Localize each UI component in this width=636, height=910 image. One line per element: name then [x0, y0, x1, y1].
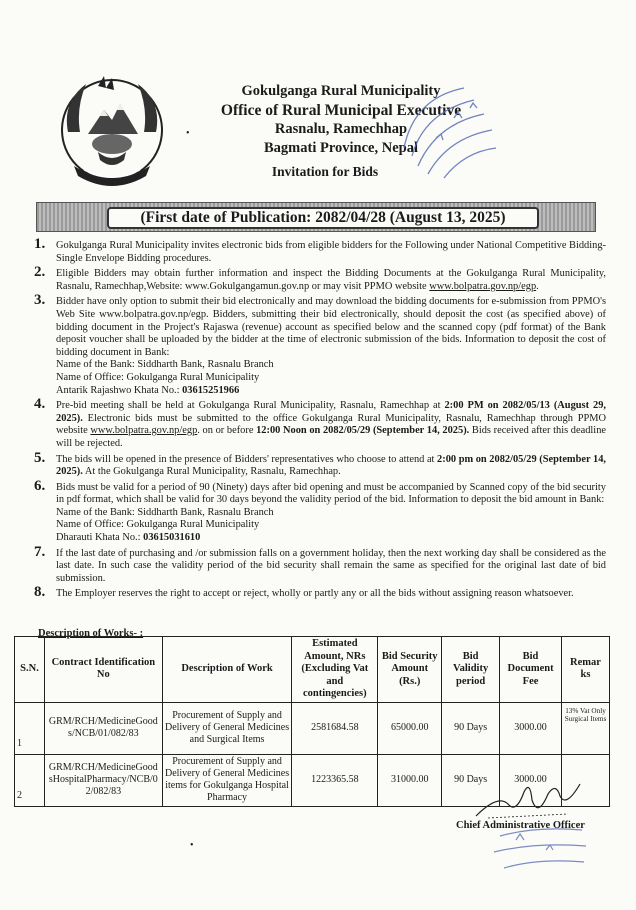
invitation-title: Invitation for Bids: [271, 164, 379, 179]
clause-text-part: At the Gokulganga Rural Municipality, Rasnalu, Ramechhap.: [82, 466, 341, 478]
clause-number: 5.: [34, 449, 46, 466]
col-security: Bid Security Amount (Rs.): [378, 637, 442, 703]
office-name-line: Name of Office: Gokulganga Rural Municipality: [56, 519, 260, 531]
clause-8: [34, 584, 606, 601]
cell-security: 65000.00: [378, 702, 442, 754]
cell-remarks: 13% Vat Only Surgical Items: [562, 702, 610, 754]
clause-2: [34, 264, 606, 293]
clause-number: 7.: [34, 543, 46, 560]
office-address: Rasnalu, Ramechhap: [274, 121, 408, 137]
clause-text: Bidder have only option to submit their bid electronically and may download the bidding documents for e-submission from PPMO's Web Site www.bolpatra.gov.np/egp. Bidders, submitting their bid electronically, should deposit the cost (as specified above) of bidding document in the Project's Rajaswa (revenue) account as specified below and the scanned copy (pdf format) of the Bank deposit voucher shall be uploaded by the bidder at the time of electronic submission of the bids. Information to deposit the cost of bidding document in Bank:: [56, 296, 606, 358]
khata-label: Dharauti Khata No.:: [56, 532, 144, 544]
cell-description: Procurement of Supply and Delivery of General Medicines and Surgical Items: [162, 702, 292, 754]
clause-5: [34, 449, 606, 479]
stray-mark: •: [190, 840, 194, 851]
col-description: Description of Work: [162, 637, 292, 703]
clause-text-end: .: [536, 280, 539, 292]
clause-6: [34, 477, 606, 545]
cell-validity: 90 Days: [442, 702, 500, 754]
ppmo-link[interactable]: www.bolpatra.gov.np/egp: [429, 280, 537, 292]
cell-security: 31000.00: [378, 754, 442, 806]
works-title: Description of Works- :: [38, 628, 144, 639]
khata-number: 03615031610: [143, 532, 201, 544]
cell-estimated: 2581684.58: [292, 702, 378, 754]
clause-number: 6.: [34, 477, 46, 494]
clause-3: [34, 292, 606, 397]
col-validity: Bid Validity period: [442, 637, 500, 703]
col-fee: Bid Document Fee: [500, 637, 562, 703]
col-sn: S.N.: [15, 637, 45, 703]
clause-text-part: . on or before: [197, 425, 257, 437]
clause-number: 2.: [34, 264, 46, 281]
col-contract: Contract Identification No: [44, 637, 162, 703]
clause-text: Gokulganga Rural Municipality invites electronic bids from eligible bidders for the Following under National Competitive Bidding-Single Envelope Bidding procedures.: [56, 240, 606, 264]
cell-validity: 90 Days: [442, 754, 500, 806]
municipality-name: Gokulganga Rural Municipality: [241, 83, 441, 99]
clause-text-part: Pre-bid meeting shall be held at Gokulganga Rural Municipality, Rasnalu, Ramechhap at: [56, 400, 445, 412]
opening-date: 2:00 pm on 2082/05/29 (September 14, 2025).: [56, 453, 606, 478]
col-remarks: Remar ks: [562, 637, 610, 703]
cell-sn: 2: [15, 754, 45, 806]
clause-number: 1.: [34, 236, 46, 252]
clause-1: [34, 236, 606, 265]
cell-contract: GRM/RCH/MedicineGoods/NCB/01/082/83: [44, 702, 162, 754]
submission-deadline: 12:00 Noon on 2082/05/29 (September 14, 2025).: [256, 425, 470, 437]
clause-7: [34, 543, 606, 586]
cell-sn: 1: [15, 702, 45, 754]
province-name: Bagmati Province, Nepal: [264, 140, 418, 156]
khata-label: Antarik Rajashwo Khata No.:: [56, 384, 183, 396]
clause-text-part: Eligible Bidders may obtain further information and inspect the Bidding Documents at the Gokulganga Rural Municipality, Rasnalu, Ramechhap,Website: www.Gokulgangamun.gov.np or may visit PPMO website: [56, 268, 606, 292]
clause-text: [56, 268, 606, 293]
table-row: [15, 702, 610, 754]
clause-text: [56, 400, 606, 450]
cell-contract: GRM/RCH/MedicineGoodsHospitalPharmacy/NCB/02/082/83: [44, 754, 162, 806]
office-seal-icon: [384, 78, 504, 186]
cell-estimated: 1223365.58: [292, 754, 378, 806]
ppmo-link[interactable]: www.bolpatra.gov.np/egp: [90, 425, 198, 437]
clause-text: Bids must be valid for a period of 90 (Ninety) days after bid opening and must be accompanied by Scanned copy of the bid security in pdf format, which shall be valid for 30 days beyond the validity period of the bid. Information to deposit the bid amount in Bank:: [56, 481, 606, 506]
clause-text-part: The bids will be opened in the presence of Bidders' representatives who choose to attend at: [56, 453, 438, 465]
cell-fee: 3000.00: [500, 754, 562, 806]
table-header-row: [15, 637, 610, 703]
clause-text-part: Bids received after this deadline will be rejected.: [56, 425, 607, 449]
office-name-line: Name of Office: Gokulganga Rural Municipality: [56, 371, 260, 383]
bank-name: Name of the Bank: Siddharth Bank, Rasnalu Branch: [56, 506, 274, 518]
office-seal-icon: [486, 816, 596, 876]
col-estimated: Estimated Amount, NRs (Excluding Vat and contingencies): [292, 637, 378, 703]
clause-number: 3.: [34, 292, 46, 309]
stray-mark: •: [186, 128, 190, 139]
khata-line: [56, 532, 606, 545]
office-name: Office of Rural Municipal Executive: [220, 102, 462, 119]
clause-text: [56, 454, 606, 479]
clause-text: The Employer reserves the right to accept or reject, wholly or partly any or all the bids without assigning reason whatsoever.: [56, 588, 574, 600]
khata-line: [56, 385, 606, 398]
clause-text: If the last date of purchasing and /or submission falls on a government holiday, then the next working day shall be considered as the last date. In such case the validity period of the bid security shall remain the same as specified for the original last date of bid submission.: [56, 547, 606, 584]
cell-description: Procurement of Supply and Delivery of General Medicines items for Gokulganga Hospital Pharmacy: [162, 754, 292, 806]
signatory-title: Chief Administrative Officer: [456, 820, 585, 831]
publication-date: (First date of Publication: 2082/04/28 (August 13, 2025): [107, 207, 539, 229]
bid-clauses: [34, 236, 607, 604]
bank-name: Name of the Bank: Siddharth Bank, Rasnalu Branch: [56, 359, 274, 371]
clause-number: 4.: [34, 396, 46, 413]
cell-fee: 3000.00: [500, 702, 562, 754]
clause-text-part: Electronic bids must be submitted to the office Gokulganga Rural Municipality, Rasnalu, Ramechhap through PPMO website: [56, 412, 606, 437]
clause-number: 8.: [34, 584, 46, 601]
prebid-date: 2:00 PM on 2082/05/13 (August 29, 2025).: [56, 400, 606, 424]
publication-banner: [36, 202, 596, 232]
clause-4: [34, 396, 607, 450]
khata-number: 03615251966: [182, 384, 240, 396]
nepal-emblem-icon: [58, 72, 166, 190]
